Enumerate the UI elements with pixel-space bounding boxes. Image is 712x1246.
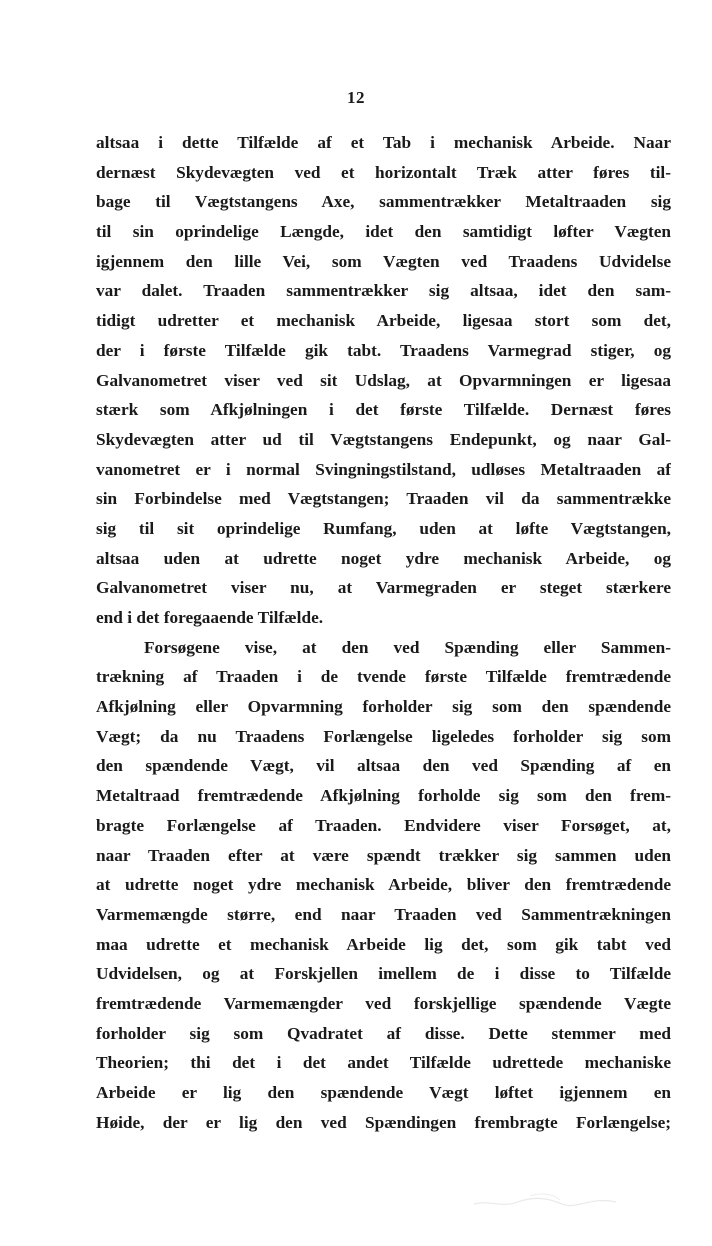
text-line: bragte Forlængelse af Traaden. Endvidere viser Forsøget, at, <box>96 815 671 835</box>
text-line: Metaltraad fremtrædende Afkjølning forholde sig som den frem- <box>96 786 671 806</box>
text-line: igjennem den lille Vei, som Vægten ved Traadens Udvidelse <box>96 251 671 271</box>
text-line: Theorien; thi det i det andet Tilfælde udrettede mechaniske <box>96 1053 671 1073</box>
page-number: 12 <box>347 88 365 107</box>
text-line: at udrette noget ydre mechanisk Arbeide, bliver den fremtrædende <box>96 875 671 895</box>
text-line: stærk som Afkjølningen i det første Tilfælde. Dernæst føres <box>96 400 671 420</box>
text-line: Skydevægten atter ud til Vægtstangens Endepunkt, og naar Gal- <box>96 429 671 449</box>
text-line: Varmemængde større, end naar Traaden ved Sammentrækningen <box>96 904 671 924</box>
text-line: bage til Vægtstangens Axe, sammentrækker Metaltraaden sig <box>96 192 671 212</box>
text-line: altsaa uden at udrette noget ydre mechanisk Arbeide, og <box>96 548 671 568</box>
text-line: Udvidelsen, og at Forskjellen imellem de i disse to Tilfælde <box>96 964 671 984</box>
text-line: sin Forbindelse med Vægtstangen; Traaden vil da sammentrække <box>96 489 671 509</box>
text-line: Galvanometret viser ved sit Udslag, at Opvarmningen er ligesaa <box>96 370 671 390</box>
text-line: den spændende Vægt, vil altsaa den ved Spænding af en <box>96 756 671 776</box>
text-line: sig til sit oprindelige Rumfang, uden at løfte Vægtstangen, <box>96 518 671 538</box>
text-line: vanometret er i normal Svingningstilstand, udløses Metaltraaden af <box>96 459 671 479</box>
text-line: Galvanometret viser nu, at Varmegraden er steget stærkere <box>96 578 671 598</box>
text-line: forholder sig som Qvadratet af disse. Dette stemmer med <box>96 1023 671 1043</box>
faint-library-stamp <box>470 1190 620 1212</box>
text-line: Afkjølning eller Opvarmning forholder sig som den spændende <box>96 697 671 717</box>
text-line: maa udrette et mechanisk Arbeide lig det, som gik tabt ved <box>96 934 671 954</box>
body-text <box>96 128 671 1137</box>
text-line: Forsøgene vise, at den ved Spænding eller Sammen- <box>144 637 671 657</box>
text-line: Arbeide er lig den spændende Vægt løftet igjennem en <box>96 1083 671 1102</box>
text-line: Vægt; da nu Traadens Forlængelse ligeledes forholder sig som <box>96 726 671 746</box>
text-line: altsaa i dette Tilfælde af et Tab i mechanisk Arbeide. Naar <box>96 133 671 152</box>
text-line: var dalet. Traaden sammentrækker sig altsaa, idet den sam- <box>96 281 671 301</box>
paragraph-1 <box>96 128 671 633</box>
paragraph-2 <box>96 633 671 1138</box>
text-line: trækning af Traaden i de tvende første Tilfælde fremtrædende <box>96 667 671 687</box>
text-line: tidigt udretter et mechanisk Arbeide, ligesaa stort som det, <box>96 311 671 331</box>
text-line: end i det foregaaende Tilfælde. <box>96 608 324 627</box>
text-line: fremtrædende Varmemængder ved forskjellige spændende Vægte <box>96 993 671 1013</box>
text-line: naar Traaden efter at være spændt trækker sig sammen uden <box>96 845 671 865</box>
text-line: dernæst Skydevægten ved et horizontalt Træk atter føres til- <box>96 162 671 182</box>
text-line: der i første Tilfælde gik tabt. Traadens Varmegrad stiger, og <box>96 340 671 360</box>
text-line: til sin oprindelige Længde, idet den samtidigt løfter Vægten <box>96 222 671 242</box>
text-line: Høide, der er lig den ved Spændingen frembragte Forlængelse; <box>96 1112 671 1132</box>
